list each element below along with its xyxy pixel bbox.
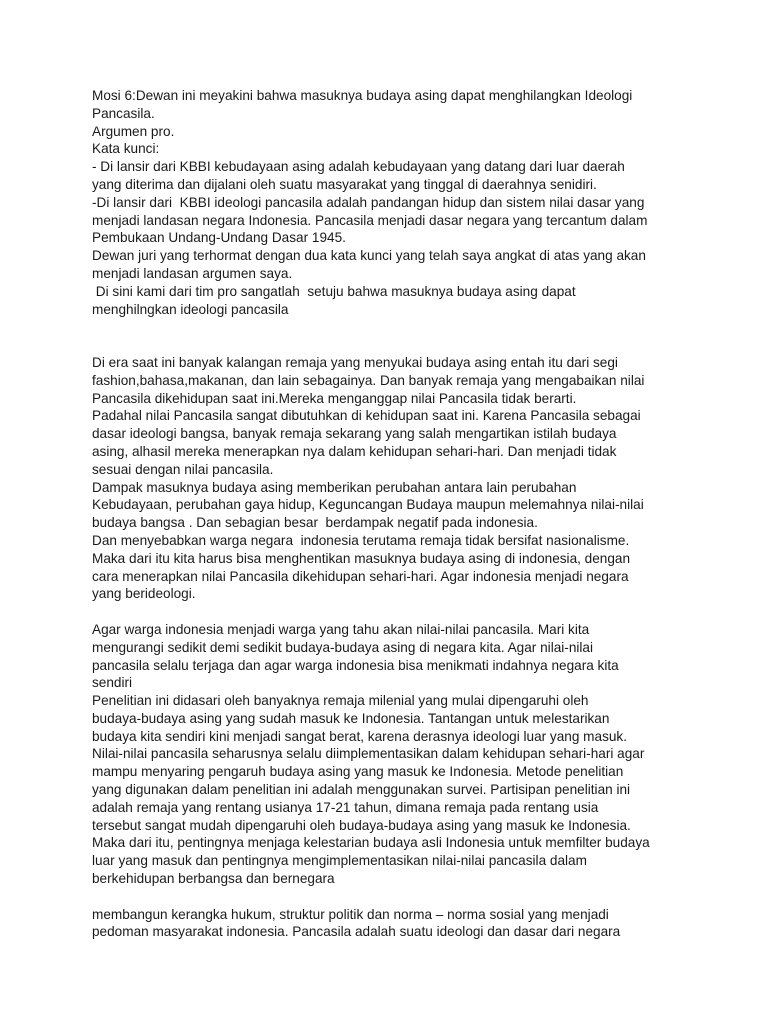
paragraph-argument xyxy=(92,354,688,603)
text-line: Agar warga indonesia menjadi warga yang tahu akan nilai-nilai pancasila. Mari kita xyxy=(92,621,590,637)
text-line: Di sini kami dari tim pro sangatlah setuju bahwa masuknya budaya asing dapat xyxy=(92,283,576,299)
text-line: Penelitian ini didasari oleh banyaknya remaja milenial yang mulai dipengaruhi oleh xyxy=(92,693,589,709)
text-line: sendiri xyxy=(92,675,133,691)
text-line: pancasila selalu terjaga dan agar warga indonesia bisa menikmati indahnya negara kita xyxy=(92,657,619,673)
text-line: menjadi landasan negara Indonesia. Pancasila menjadi dasar negara yang tercantum dalam xyxy=(92,212,648,228)
text-line: Dan menyebabkan warga negara indonesia terutama remaja tidak bersifat nasionalisme. xyxy=(92,532,630,548)
text-line: budaya-budaya asing yang sudah masuk ke Indonesia. Tantangan untuk melestarikan xyxy=(92,710,610,726)
paragraph-framework xyxy=(92,906,688,942)
text-line: cara menerapkan nilai Pancasila dikehidupan sehari-hari. Agar indonesia menjadi negara xyxy=(92,568,629,584)
paragraph-spacer xyxy=(92,318,688,354)
text-line: asing, alhasil mereka menerapkan nya dalam kehidupan sehari-hari. Dan menjadi tidak xyxy=(92,443,617,459)
text-line: fashion,bahasa,makanan, dan lain sebagainya. Dan banyak remaja yang mengabaikan nilai xyxy=(92,372,645,388)
text-line: sesuai dengan nilai pancasila. xyxy=(92,461,274,477)
text-line: Di era saat ini banyak kalangan remaja yang menyukai budaya asing entah itu dari segi xyxy=(92,354,618,370)
text-line: dasar ideologi bangsa, banyak remaja sekarang yang salah mengartikan istilah budaya xyxy=(92,426,617,442)
text-line: Dampak masuknya budaya asing memberikan perubahan antara lain perubahan xyxy=(92,479,577,495)
text-line: menghilngkan ideologi pancasila xyxy=(92,301,289,317)
text-line: budaya bangsa . Dan sebagian besar berdampak negatif pada indonesia. xyxy=(92,515,538,531)
paragraph-spacer xyxy=(92,888,688,906)
text-line: Kata kunci: xyxy=(92,141,160,157)
text-line: Pembukaan Undang-Undang Dasar 1945. xyxy=(92,230,346,246)
text-line: luar yang masuk dan pentingnya mengimplementasikan nilai-nilai pancasila dalam xyxy=(92,853,587,869)
text-line: Padahal nilai Pancasila sangat dibutuhkan di kehidupan saat ini. Karena Pancasila sebagai xyxy=(92,408,641,424)
text-line: - Di lansir dari KBBI kebudayaan asing adalah kebudayaan yang datang dari luar daerah xyxy=(92,159,625,175)
text-line: berkehidupan berbangsa dan bernegara xyxy=(92,871,335,887)
text-line: Dewan juri yang terhormat dengan dua kata kunci yang telah saya angkat di atas yang akan xyxy=(92,248,646,264)
text-line: Maka dari itu, pentingnya menjaga kelestarian budaya asli Indonesia untuk memfilter budaya xyxy=(92,835,650,851)
text-line: Nilai-nilai pancasila seharusnya selalu diimplementasikan dalam kehidupan sehari-hari agar xyxy=(92,746,645,762)
text-line: Argumen pro. xyxy=(92,123,175,139)
text-line: yang berideologi. xyxy=(92,586,196,602)
text-line: budaya kita sendiri kini menjadi sangat berat, karena derasnya ideologi luar yang masuk. xyxy=(92,728,628,744)
text-line: -Di lansir dari KBBI ideologi pancasila adalah pandangan hidup dan sistem nilai dasar yang xyxy=(92,194,645,210)
text-line: mampu menyaring pengaruh budaya asing yang masuk ke Indonesia. Metode penelitian xyxy=(92,764,624,780)
text-line: Pancasila. xyxy=(92,105,155,121)
text-line: pedoman masyarakat indonesia. Pancasila adalah suatu ideologi dan dasar dari negara xyxy=(92,924,621,940)
text-line: Mosi 6:Dewan ini meyakini bahwa masuknya budaya asing dapat menghilangkan Ideologi xyxy=(92,88,633,103)
paragraph-research xyxy=(92,621,688,888)
text-line: Pancasila dikehidupan saat ini.Mereka menganggap nilai Pancasila tidak berarti. xyxy=(92,390,577,406)
paragraph-motion-intro xyxy=(92,87,688,318)
text-line: yang diterima dan dijalani oleh suatu masyarakat yang tinggal di daerahnya senidiri. xyxy=(92,176,597,192)
text-line: Kebudayaan, perubahan gaya hidup, Keguncangan Budaya maupun melemahnya nilai-nilai xyxy=(92,497,644,513)
text-line: menjadi landasan argumen saya. xyxy=(92,265,293,281)
text-line: mengurangi sedikit demi sedikit budaya-budaya asing di negara kita. Agar nilai-nilai xyxy=(92,639,593,655)
text-line: adalah remaja yang rentang usianya 17-21 tahun, dimana remaja pada rentang usia xyxy=(92,799,599,815)
text-line: yang digunakan dalam penelitian ini adalah menggunakan survei. Partisipan penelitian ini xyxy=(92,782,631,798)
text-line: membangun kerangka hukum, struktur politik dan norma – norma sosial yang menjadi xyxy=(92,906,609,922)
text-line: tersebut sangat mudah dipengaruhi oleh budaya-budaya asing yang masuk ke Indonesia. xyxy=(92,817,631,833)
text-line: Maka dari itu kita harus bisa menghentikan masuknya budaya asing di indonesia, dengan xyxy=(92,550,631,566)
paragraph-spacer xyxy=(92,603,688,621)
